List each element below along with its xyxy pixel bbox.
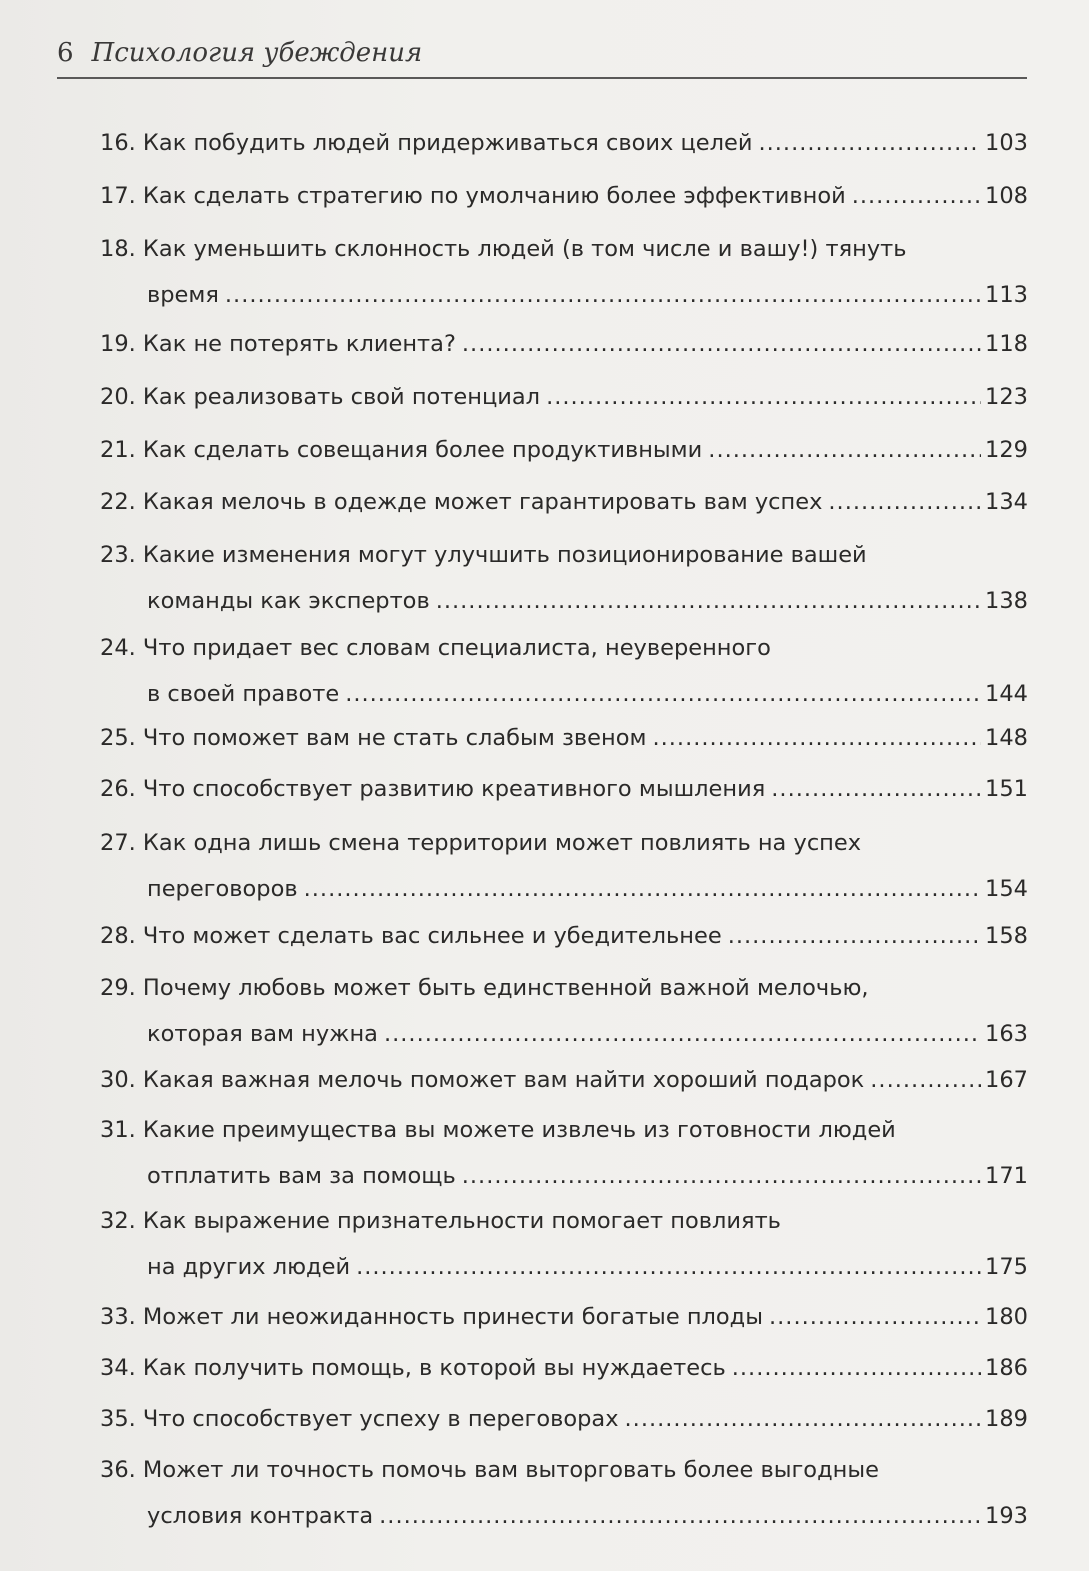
toc-entry-page: 154 [985, 876, 1028, 902]
toc-entry-title-cont: время [147, 282, 219, 308]
dot-leader [828, 479, 981, 525]
toc-entry-line [100, 1345, 1028, 1391]
dot-leader [384, 1011, 981, 1057]
toc-entry-line [100, 578, 1028, 624]
dot-leader [356, 1244, 981, 1290]
dot-leader [304, 866, 981, 912]
toc-entry-line [100, 479, 1028, 525]
toc-entry-title-cont: на других людей [147, 1254, 351, 1280]
toc-entry-line [100, 1153, 1028, 1199]
page-number: 6 [57, 38, 74, 68]
header-rule [57, 77, 1027, 79]
toc-entry-title: 17. Как сделать стратегию по умолчанию более эффективной [100, 183, 846, 209]
toc-entry-page: 108 [985, 183, 1028, 209]
dot-leader [436, 578, 981, 624]
toc-entry-line [100, 120, 1028, 166]
toc-entry[interactable] [100, 820, 1028, 912]
dot-leader [852, 173, 981, 219]
toc-entry-page: 193 [985, 1503, 1028, 1529]
dot-leader [769, 1294, 981, 1340]
toc-entry-title-cont: условия контракта [147, 1503, 374, 1529]
toc-entry-page: 167 [985, 1067, 1028, 1093]
toc-entry-line [100, 766, 1028, 812]
toc-entry-page: 175 [985, 1254, 1028, 1280]
toc-entry-page: 171 [985, 1163, 1028, 1189]
dot-leader [758, 120, 981, 166]
toc-entry-page: 148 [985, 725, 1028, 751]
toc-entry[interactable] [100, 427, 1028, 473]
toc-entry[interactable] [100, 173, 1028, 219]
toc-entry-line [100, 866, 1028, 912]
toc-entry-page: 189 [985, 1406, 1028, 1432]
toc-entry-page: 118 [985, 331, 1028, 357]
toc-entry-page: 138 [985, 588, 1028, 614]
toc-entry-line [100, 1011, 1028, 1057]
dot-leader [462, 321, 981, 367]
toc-entry-title: 26. Что способствует развитию креативного мышления [100, 776, 766, 802]
toc-entry[interactable] [100, 1396, 1028, 1442]
toc-entry[interactable] [100, 226, 1028, 318]
toc-entry-line [100, 671, 1028, 717]
dot-leader [625, 1396, 982, 1442]
dot-leader [870, 1057, 981, 1103]
toc-entry-title: 19. Как не потерять клиента? [100, 331, 456, 357]
toc-entry-title: 27. Как одна лишь смена территории может повлиять на успех [100, 830, 862, 856]
toc-entry-title: 21. Как сделать совещания более продуктивными [100, 437, 703, 463]
toc-entry-title-cont: в своей правоте [147, 681, 340, 707]
running-header [57, 38, 1027, 74]
dot-leader [728, 913, 981, 959]
toc-entry[interactable] [100, 715, 1028, 761]
toc-entry[interactable] [100, 374, 1028, 420]
toc-entry-title: 29. Почему любовь может быть единственной важной мелочью, [100, 975, 869, 1001]
dot-leader [345, 671, 981, 717]
toc-entry-page: 163 [985, 1021, 1028, 1047]
toc-entry[interactable] [100, 1057, 1028, 1103]
toc-entry[interactable] [100, 120, 1028, 166]
toc-entry-line [100, 913, 1028, 959]
toc-entry-page: 103 [985, 130, 1028, 156]
toc-entry-title: 33. Может ли неожиданность принести богатые плоды [100, 1304, 763, 1330]
dot-leader [379, 1493, 981, 1539]
toc-entry[interactable] [100, 913, 1028, 959]
toc-entry-title: 23. Какие изменения могут улучшить позиционирование вашей [100, 542, 867, 568]
toc-entry-title: 18. Как уменьшить склонность людей (в том числе и вашу!) тянуть [100, 236, 907, 262]
toc-entry-page: 129 [985, 437, 1028, 463]
toc-entry[interactable] [100, 532, 1028, 624]
dot-leader [771, 766, 981, 812]
dot-leader [462, 1153, 981, 1199]
toc-entry[interactable] [100, 1294, 1028, 1340]
toc-entry-title: 35. Что способствует успеху в переговорах [100, 1406, 619, 1432]
toc-entry-title: 32. Как выражение признательности помогает повлиять [100, 1208, 781, 1234]
dot-leader [225, 272, 981, 318]
toc-entry-page: 158 [985, 923, 1028, 949]
dot-leader [708, 427, 981, 473]
toc-entry-line [100, 1057, 1028, 1103]
toc-entry[interactable] [100, 321, 1028, 367]
book-title: Психология убеждения [91, 38, 423, 68]
toc-entry[interactable] [100, 479, 1028, 525]
toc-entry[interactable] [100, 1107, 1028, 1199]
toc-entry-title-cont: которая вам нужна [147, 1021, 378, 1047]
toc-entry[interactable] [100, 625, 1028, 717]
toc-entry-page: 134 [985, 489, 1028, 515]
dot-leader [652, 715, 981, 761]
toc-entry-title-cont: отплатить вам за помощь [147, 1163, 456, 1189]
toc-entry-line [100, 1396, 1028, 1442]
toc-entry-title: 30. Какая важная мелочь поможет вам найти хороший подарок [100, 1067, 865, 1093]
toc-entry-page: 123 [985, 384, 1028, 410]
toc-entry-title: 25. Что поможет вам не стать слабым звеном [100, 725, 647, 751]
toc-entry-line [100, 1294, 1028, 1340]
dot-leader [732, 1345, 981, 1391]
toc-entry-page: 151 [985, 776, 1028, 802]
toc-entry-line [100, 374, 1028, 420]
toc-entry-line [100, 272, 1028, 318]
toc-entry-page: 113 [985, 282, 1028, 308]
toc-entry-page: 186 [985, 1355, 1028, 1381]
toc-entry-title-cont: команды как экспертов [147, 588, 430, 614]
toc-entry-title: 28. Что может сделать вас сильнее и убедительнее [100, 923, 722, 949]
toc-entry-page: 144 [985, 681, 1028, 707]
toc-entry[interactable] [100, 1447, 1028, 1539]
toc-entry-title-cont: переговоров [147, 876, 298, 902]
toc-entry-title: 31. Какие преимущества вы можете извлечь из готовности людей [100, 1117, 896, 1143]
toc-entry[interactable] [100, 1198, 1028, 1290]
toc-entry-title: 34. Как получить помощь, в которой вы нуждаетесь [100, 1355, 726, 1381]
toc-entry-line [100, 715, 1028, 761]
toc-entry-line [100, 173, 1028, 219]
toc-entry-title: 20. Как реализовать свой потенциал [100, 384, 541, 410]
toc-entry-line [100, 321, 1028, 367]
toc-entry-line [100, 1493, 1028, 1539]
toc-entry-title: 22. Какая мелочь в одежде может гарантировать вам успех [100, 489, 823, 515]
dot-leader [546, 374, 981, 420]
toc-entry-line [100, 427, 1028, 473]
toc-entry[interactable] [100, 766, 1028, 812]
toc-entry-title: 24. Что придает вес словам специалиста, неуверенного [100, 635, 771, 661]
toc-entry-title: 36. Может ли точность помочь вам выторговать более выгодные [100, 1457, 879, 1483]
toc-entry[interactable] [100, 965, 1028, 1057]
toc-entry-line [100, 1244, 1028, 1290]
toc-entry-page: 180 [985, 1304, 1028, 1330]
toc-entry[interactable] [100, 1345, 1028, 1391]
toc-entry-title: 16. Как побудить людей придерживаться своих целей [100, 130, 753, 156]
